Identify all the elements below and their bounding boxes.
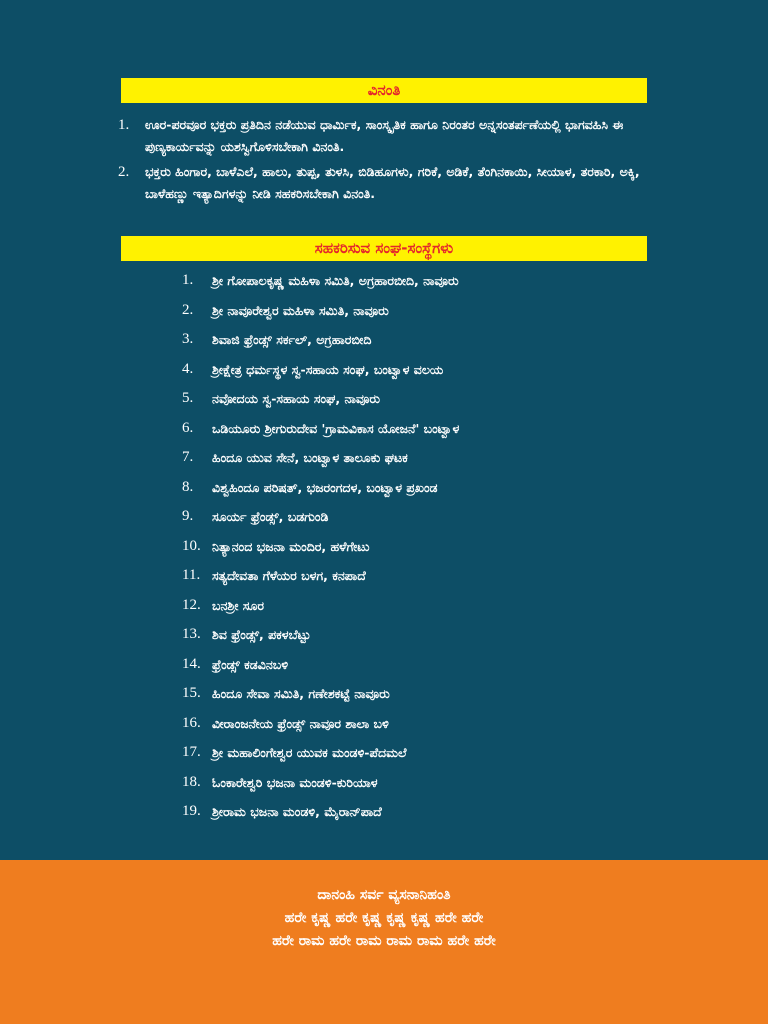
- org-list: [182, 268, 652, 829]
- org-item: [182, 534, 652, 564]
- org-item-text: ಹಿಂದೂ ಯುವ ಸೇನೆ, ಬಂಟ್ವಾಳ ತಾಲೂಕು ಘಟಕ: [212, 450, 408, 465]
- org-item: [182, 327, 652, 357]
- org-item-text: ಸತ್ಯದೇವತಾ ಗೆಳೆಯರ ಬಳಗ, ಕನಪಾದೆ: [212, 568, 366, 583]
- org-item: [182, 681, 652, 711]
- footer-lines: [0, 884, 768, 953]
- org-item: [182, 298, 652, 328]
- footer-line: ಹರೇ ರಾಮ ಹರೇ ರಾಮ ರಾಮ ರಾಮ ಹರೇ ಹರೇ: [272, 933, 496, 949]
- request-list: [118, 114, 663, 208]
- org-item: [182, 622, 652, 652]
- org-item-text: ನವೋದಯ ಸ್ವ-ಸಹಾಯ ಸಂಘ, ನಾವೂರು: [212, 391, 380, 406]
- org-item-number: 11.: [182, 567, 201, 583]
- org-item-text: ಬನಶ್ರೀ ಸೂರ: [212, 597, 264, 613]
- org-item-number: 18.: [182, 773, 201, 790]
- org-item: [182, 740, 652, 770]
- org-item: [182, 357, 652, 387]
- org-item-text: ಶ್ರೀ ಮಹಾಲಿಂಗೇಶ್ವರ ಯುವಕ ಮಂಡಳಿ-ಪೆದಮಲೆ: [212, 745, 407, 760]
- org-item-text: ಒಡಿಯೂರು ಶ್ರೀಗುರುದೇವ 'ಗ್ರಾಮವಿಕಾಸ ಯೋಜನೆ' ಬಂಟ್ವಾಳ: [212, 420, 460, 436]
- org-item-number: 3.: [182, 331, 194, 347]
- org-item-number: 5.: [182, 390, 194, 406]
- org-item: [182, 799, 652, 829]
- org-item-text: ಸೂರ್ಯ ಫ್ರೆಂಡ್ಸ್, ಬಡಗುಂಡಿ: [212, 509, 329, 524]
- request-item-text: ಭಕ್ತರು ಹಿಂಗಾರ, ಬಾಳೆಎಲೆ, ಹಾಲು, ತುಪ್ಪ, ತುಳಸಿ, ಬಿಡಿಹೂಗಳು, ಗರಿಕೆ, ಅಡಿಕೆ, ತೆಂಗಿನಕಾಯಿ, ಸೀಯಾಳ, ತರಕಾರಿ, ಅಕ್ಕಿ, ಬಾಳೆಹಣ್ಣು ಇತ್ಯಾದಿಗಳನ್ನು ನೀಡಿ ಸಹಕರಿಸಬೇಕಾಗಿ ವಿನಂತಿ.: [145, 164, 640, 201]
- org-item-number: 6.: [182, 419, 194, 436]
- org-item-number: 8.: [182, 478, 194, 495]
- org-item-text: ಶ್ರೀರಾಮ ಭಜನಾ ಮಂಡಳಿ, ಮೈರಾನ್‌ಪಾದೆ: [212, 804, 382, 819]
- request-item: [118, 161, 663, 205]
- org-item-number: 14.: [182, 655, 201, 672]
- org-item: [182, 711, 652, 741]
- org-item-number: 4.: [182, 360, 194, 377]
- org-item: [182, 445, 652, 475]
- org-item-number: 15.: [182, 685, 201, 701]
- footer-line: ಹರೇ ಕೃಷ್ಣ ಹರೇ ಕೃಷ್ಣ ಕೃಷ್ಣ ಕೃಷ್ಣ ಹರೇ ಹರೇ: [284, 910, 484, 926]
- org-item: [182, 504, 652, 534]
- request-item-text: ಊರ-ಪರವೂರ ಭಕ್ತರು ಪ್ರತಿದಿನ ನಡೆಯುವ ಧಾರ್ಮಿಕ, ಸಾಂಸ್ಕೃತಿಕ ಹಾಗೂ ನಿರಂತರ ಅನ್ನಸಂತರ್ಪಣೆಯಲ್ಲಿ ಭಾಗವಹಿಸಿ ಈ ಪುಣ್ಯಕಾರ್ಯವನ್ನು ಯಶಸ್ವಿಗೊಳಿಸಬೇಕಾಗಿ ವಿನಂತಿ.: [145, 117, 624, 154]
- request-item-number: 2.: [118, 164, 130, 180]
- org-item-number: 13.: [182, 626, 201, 642]
- org-item-text: ವೀರಾಂಜನೇಯ ಫ್ರೆಂಡ್ಸ್ ನಾವೂರ ಶಾಲಾ ಬಳಿ: [212, 715, 389, 731]
- org-item-text: ಹಿಂದೂ ಸೇವಾ ಸಮಿತಿ, ಗಣೇಶಕಟ್ಟೆ ನಾವೂರು: [212, 686, 390, 701]
- org-item-text: ಶ್ರೀ ಗೋಪಾಲಕೃಷ್ಣ ಮಹಿಳಾ ಸಮಿತಿ, ಅಗ್ರಹಾರಬೀದಿ, ನಾವೂರು: [212, 273, 459, 288]
- request-item-number: 1.: [118, 117, 130, 133]
- request-section-title: ವಿನಂತಿ: [121, 78, 647, 103]
- org-item-text: ಶಿವಾಜಿ ಫ್ರೆಂಡ್ಸ್ ಸರ್ಕಲ್, ಅಗ್ರಹಾರಬೀದಿ: [212, 332, 372, 347]
- org-item: [182, 652, 652, 682]
- org-item-number: 10.: [182, 537, 201, 554]
- org-item-text: ಶಿವ ಫ್ರೆಂಡ್ಸ್, ಪಕಳಬೆಟ್ಟು: [212, 627, 311, 642]
- orgs-section-title: ಸಹಕರಿಸುವ ಸಂಘ-ಸಂಸ್ಥೆಗಳು: [121, 236, 647, 261]
- org-item: [182, 593, 652, 623]
- org-item-number: 1.: [182, 272, 194, 288]
- org-item-number: 19.: [182, 803, 201, 819]
- org-item-number: 9.: [182, 508, 194, 524]
- org-item-text: ಶ್ರೀ ನಾವೂರೇಶ್ವರ ಮಹಿಳಾ ಸಮಿತಿ, ನಾವೂರು: [212, 302, 389, 318]
- org-item-number: 16.: [182, 714, 201, 731]
- footer-band: [0, 860, 768, 1024]
- org-item-number: 17.: [182, 744, 201, 760]
- org-item-text: ಫ್ರೆಂಡ್ಸ್ ಕಡವಿನಬಳಿ: [212, 656, 289, 672]
- org-item-text: ಶ್ರೀಕ್ಷೇತ್ರ ಧರ್ಮಸ್ಥಳ ಸ್ವ-ಸಹಾಯ ಸಂಘ, ಬಂಟ್ವಾಳ ವಲಯ: [212, 361, 444, 377]
- org-item: [182, 386, 652, 416]
- request-item: [118, 114, 663, 158]
- org-item: [182, 416, 652, 446]
- org-item: [182, 475, 652, 505]
- org-item-text: ನಿತ್ಯಾನಂದ ಭಜನಾ ಮಂದಿರ, ಹಳೆಗೇಟು: [212, 538, 370, 554]
- footer-line: ದಾನಂಹಿ ಸರ್ವ ವ್ಯಸನಾನಿಹಂತಿ: [317, 887, 451, 903]
- org-item: [182, 268, 652, 298]
- org-item: [182, 563, 652, 593]
- org-item-text: ಓಂಕಾರೇಶ್ವರಿ ಭಜನಾ ಮಂಡಳಿ-ಕುರಿಯಾಳ: [212, 774, 378, 790]
- org-item: [182, 770, 652, 800]
- org-item-text: ವಿಶ್ವಹಿಂದೂ ಪರಿಷತ್, ಭಜರಂಗದಳ, ಬಂಟ್ವಾಳ ಪ್ರಖಂಡ: [212, 479, 438, 495]
- org-item-number: 2.: [182, 301, 194, 318]
- org-item-number: 7.: [182, 449, 194, 465]
- org-item-number: 12.: [182, 596, 201, 613]
